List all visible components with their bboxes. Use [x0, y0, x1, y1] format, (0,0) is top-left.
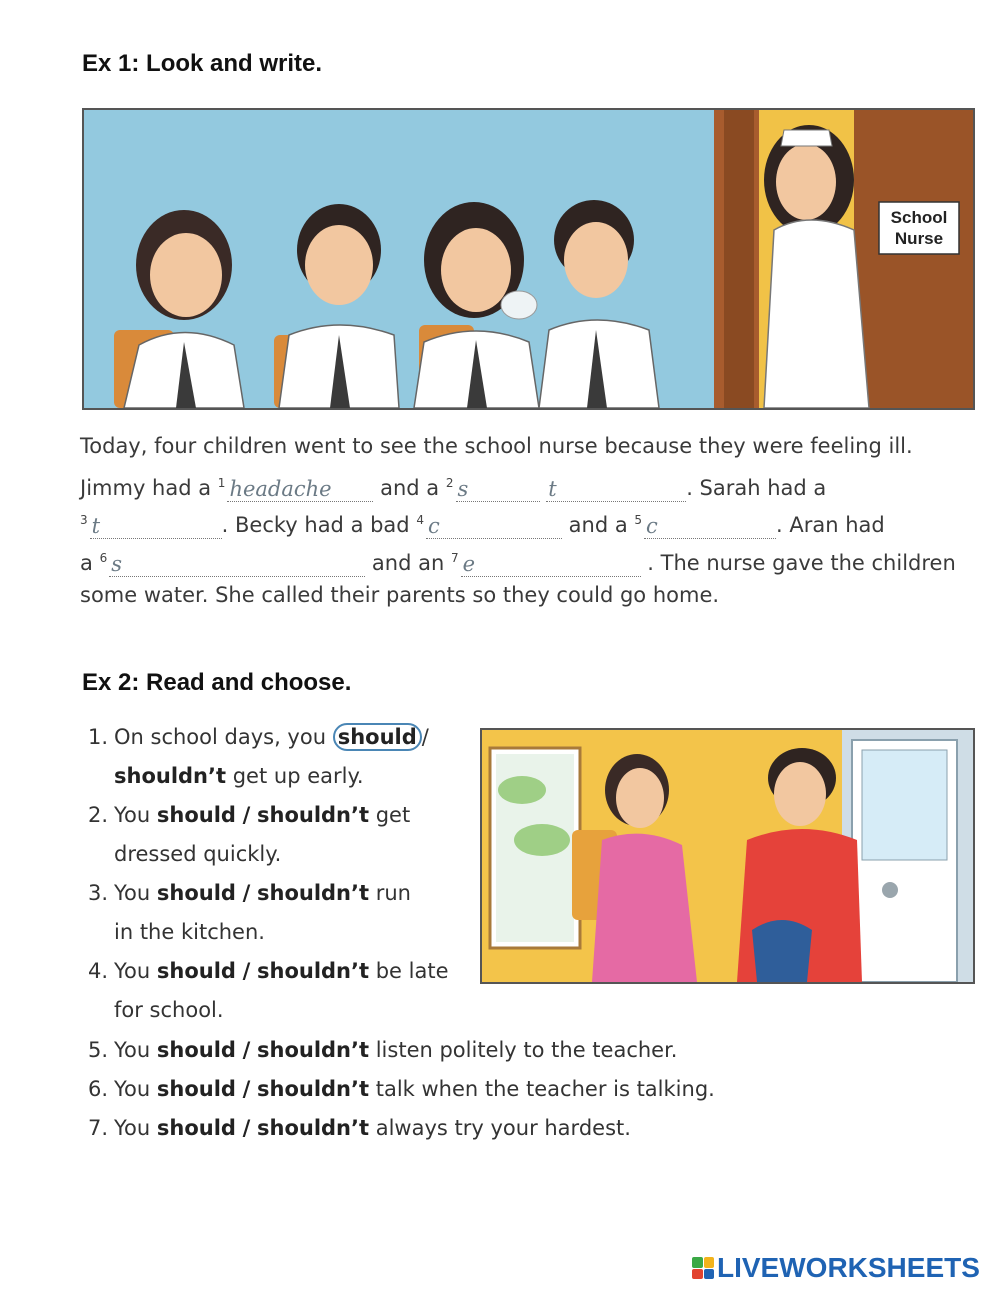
choice-shouldnt-1[interactable]: shouldn’t — [114, 764, 227, 788]
question-1: 1. On school days, you should / — [88, 725, 429, 749]
answer-blank-1[interactable]: headache — [227, 477, 373, 502]
choice-shouldnt-6[interactable]: shouldn’t — [257, 1077, 370, 1101]
question-1-cont: shouldn’t get up early. — [114, 764, 364, 788]
choice-should-5[interactable]: should — [156, 1038, 236, 1062]
passage-line-4: a $^6$ s and an $^7$ e . The nurse gave the children — [80, 551, 956, 576]
answer-blank-2b[interactable]: t — [546, 477, 686, 502]
choice-should-2[interactable]: should — [156, 803, 236, 827]
question-4-cont: for school. — [114, 998, 224, 1022]
passage-line-3: $^3$ t . Becky had a bad $^4$ c and a $^5$ c . Aran had — [80, 513, 885, 538]
answer-blank-7[interactable]: e — [461, 552, 641, 577]
answer-blank-2a[interactable]: s — [456, 477, 540, 502]
ex1-illustration — [82, 108, 975, 410]
choice-should-4[interactable]: should — [156, 959, 236, 983]
choice-shouldnt-5[interactable]: shouldn’t — [257, 1038, 370, 1062]
question-4: 4. You should / shouldn’t be late — [88, 959, 449, 983]
question-2: 2. You should / shouldn’t get — [88, 803, 411, 827]
choice-should-1[interactable]: should — [333, 723, 422, 751]
logo-text: LIVEWORKSHEETS — [717, 1252, 980, 1283]
choice-shouldnt-2[interactable]: shouldn’t — [257, 803, 370, 827]
ex2-heading: Ex 2: Read and choose. — [82, 669, 352, 696]
choice-shouldnt-4[interactable]: shouldn’t — [257, 959, 370, 983]
question-2-cont: dressed quickly. — [114, 842, 282, 866]
choice-shouldnt-3[interactable]: shouldn’t — [257, 881, 370, 905]
passage-line-1: Today, four children went to see the school nurse because they were feeling ill. — [80, 434, 913, 458]
question-3-cont: in the kitchen. — [114, 920, 265, 944]
choice-should-6[interactable]: should — [156, 1077, 236, 1101]
ex1-heading: Ex 1: Look and write. — [82, 50, 323, 77]
choice-should-7[interactable]: should — [156, 1116, 236, 1140]
ex2-illustration — [480, 728, 975, 984]
choice-should-3[interactable]: should — [156, 881, 236, 905]
question-5: 5. You should / shouldn’t listen politely to the teacher. — [88, 1038, 678, 1062]
passage-line-5: some water. She called their parents so they could go home. — [80, 583, 720, 607]
answer-blank-6[interactable]: s — [109, 552, 365, 577]
logo-icon — [692, 1257, 714, 1279]
choice-shouldnt-7[interactable]: shouldn’t — [257, 1116, 370, 1140]
question-3: 3. You should / shouldn’t run — [88, 881, 411, 905]
sign-line-2: Nurse — [894, 229, 944, 248]
question-7: 7. You should / shouldn’t always try your hardest. — [88, 1116, 631, 1140]
sign-line-1: School — [890, 208, 948, 227]
passage-line-2: Jimmy had a $^1$ headache and a $^2$ s t . Sarah had a — [80, 476, 827, 501]
answer-blank-3[interactable]: t — [90, 514, 222, 539]
liveworksheets-logo — [692, 1252, 980, 1284]
answer-blank-4[interactable]: c — [426, 514, 562, 539]
question-6: 6. You should / shouldn’t talk when the teacher is talking. — [88, 1077, 715, 1101]
answer-blank-5[interactable]: c — [644, 514, 776, 539]
